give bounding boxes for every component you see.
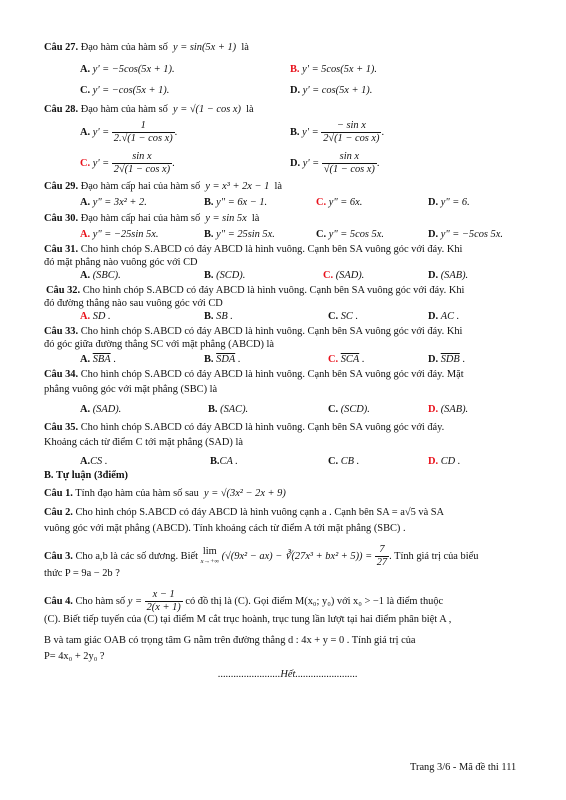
q34-line2: [44, 383, 217, 396]
q28-b-pre: y' =: [302, 126, 319, 138]
q35-line2: [44, 436, 243, 449]
q34-b-text: (SAC).: [220, 404, 249, 415]
q35-text2: Khoảng cách từ điểm C tới mặt phẳng (SAD) là: [44, 437, 243, 448]
essay-4-line1: [44, 589, 443, 614]
t3-label: Câu 3.: [44, 550, 73, 562]
opt-letter: B.: [208, 404, 218, 415]
opt-letter: A.: [80, 311, 91, 322]
opt-letter: B.: [204, 354, 214, 365]
q29-d-text: y" = 6.: [440, 197, 470, 208]
q30-option-a[interactable]: [80, 228, 158, 241]
part-b-heading: B. Tự luận (3điểm): [44, 470, 128, 481]
q29-stem: [44, 180, 282, 193]
q31-c-text: (SAD).: [335, 270, 365, 281]
q28-c-pre: y' =: [92, 157, 110, 169]
q28-a-den: 2.√(1 − cos x): [113, 133, 173, 144]
q28-option-d[interactable]: D. y' = $\frac{\text{sin x}}{\text{√(1 − cos x)}}$ .: [290, 151, 380, 175]
q28-a-pre: y' =: [92, 126, 110, 138]
opt-letter: A.: [80, 404, 91, 415]
q33-text2: đó góc giữa đường thẳng SC với mặt phẳng (ABCD) là: [44, 339, 275, 350]
opt-letter: A.: [80, 197, 91, 208]
opt-letter: C.: [328, 404, 339, 415]
q33-option-a[interactable]: A. $\overline{SBA}$ .: [80, 354, 116, 365]
opt-letter: B.: [204, 197, 214, 208]
q27-tail: là: [241, 42, 249, 53]
opt-letter: A.: [80, 126, 91, 138]
opt-letter: D.: [290, 157, 301, 169]
q35-d-text: CD .: [440, 456, 461, 467]
q31-line1: [44, 243, 462, 256]
opt-letter: A.: [80, 229, 91, 240]
q28-label: Câu 28.: [44, 104, 79, 115]
opt-letter: C.: [328, 311, 339, 322]
q29-text: Đạo hàm cấp hai của hàm số: [80, 181, 201, 192]
q28-d-pre: y' =: [302, 157, 320, 169]
t2-label: Câu 2.: [44, 507, 73, 518]
q35-option-b[interactable]: [210, 455, 238, 468]
q30-option-c[interactable]: [316, 228, 384, 241]
q32-text1: Cho hình chóp S.ABCD có đáy ABCD là hình vuông. Cạnh bên SA vuông góc với đáy. Khi: [82, 285, 465, 296]
q34-d-text: (SAB).: [440, 404, 469, 415]
q31-b-text: (SCD).: [216, 270, 246, 281]
t3-limit: [201, 547, 219, 567]
q28-b-num: − sin x: [321, 120, 381, 133]
opt-letter: C.: [80, 85, 91, 96]
q28-b-den: 2√(1 − cos x): [323, 133, 380, 144]
q28-d-den: √(1 − cos x): [323, 164, 375, 175]
q32-b-text: SB .: [216, 311, 233, 322]
opt-letter: C.: [80, 157, 91, 169]
opt-letter: D.: [428, 456, 439, 467]
t3-expr: (√(9x² − ax) − ∛(27x³ + bx² + 5)) =: [221, 550, 373, 562]
q33-a-text: $\overline{SBA}$: [92, 354, 111, 365]
opt-letter: B.: [204, 229, 214, 240]
essay-2-line1: [44, 506, 444, 519]
t1-label: Câu 1.: [44, 488, 73, 499]
opt-letter: B.: [290, 126, 300, 138]
q31-option-a[interactable]: [80, 269, 121, 282]
q27-option-d[interactable]: [290, 84, 372, 97]
t3-pre: Cho a,b là các số dương. Biết: [75, 550, 198, 562]
q27-c-text: y' = −cos(5x + 1).: [92, 85, 170, 96]
q28-tail: là: [246, 104, 254, 115]
q35-b-text: CA .: [219, 456, 238, 467]
opt-letter: A.: [80, 64, 91, 75]
q35-option-c[interactable]: [328, 455, 359, 468]
t4-den: 2(x + 1): [146, 602, 181, 613]
q30-func: y = sin 5x: [205, 213, 247, 224]
q27-label: Câu 27.: [44, 42, 79, 53]
q28-c-num: sin x: [112, 151, 172, 164]
t4-text2: (C). Biết tiếp tuyến của (C) tại điểm M cắt trục hoành, trục tung lần lượt tại hai điểm phân biệt A ,: [44, 614, 452, 625]
opt-letter: D.: [428, 311, 439, 322]
q31-option-b[interactable]: [204, 269, 245, 282]
q34-text2: phẳng vuông góc với mặt phẳng (SBC) là: [44, 384, 218, 395]
q28-text: Đạo hàm của hàm số: [80, 104, 168, 115]
q34-label: Câu 34.: [44, 369, 79, 380]
opt-letter: C.: [323, 270, 334, 281]
t4-pre: Cho hàm số: [75, 595, 126, 607]
q33-c-text: $\overline{SCA}$: [340, 354, 360, 365]
q35-line1: [44, 421, 444, 434]
q33-option-d[interactable]: D. $\overline{SDB}$ .: [428, 354, 465, 365]
q27-func: y = sin(5x + 1): [173, 42, 237, 53]
q31-label: Câu 31.: [44, 244, 79, 255]
t3-den: 27: [376, 557, 388, 568]
q34-text1: Cho hình chóp S.ABCD có đáy ABCD là hình vuông. Cạnh bên SA vuông góc với đáy. Mặt: [80, 369, 464, 380]
t4-text4: P= 4x₀ + 2y₀ ?: [44, 651, 105, 662]
t3-post: . Tính giá trị của biểu: [389, 550, 479, 562]
q33-d-text: $\overline{SDB}$: [440, 354, 460, 365]
q30-label: Câu 30.: [44, 213, 79, 224]
q34-c-text: (SCD).: [340, 404, 370, 415]
t4-text3: B và tam giác OAB có trọng tâm G nằm trên đường thẳng d : 4x + y = 0 . Tính giá trị của: [44, 635, 416, 646]
opt-letter: A.: [80, 354, 91, 365]
q35-c-text: CB .: [340, 456, 360, 467]
essay-4-line2: [44, 613, 451, 626]
q32-option-d[interactable]: [428, 310, 459, 323]
q32-line1: [46, 284, 464, 297]
essay-2-line2: [44, 522, 406, 535]
q30-option-b[interactable]: [204, 228, 275, 241]
q29-option-d[interactable]: [428, 196, 470, 209]
q34-option-d[interactable]: [428, 403, 468, 416]
q27-b-text: y' = 5cos(5x + 1).: [302, 64, 377, 75]
q35-option-a[interactable]: [80, 455, 107, 468]
q34-line1: [44, 368, 464, 381]
essay-3-line1: [44, 544, 478, 569]
t3-limsub: x→+∞: [200, 557, 220, 565]
q34-a-text: (SAD).: [92, 404, 122, 415]
q27-text: Đạo hàm của hàm số: [80, 42, 168, 53]
q34-option-c[interactable]: [328, 403, 370, 416]
essay-3-line2: [44, 567, 120, 580]
opt-letter: C.: [328, 456, 339, 467]
q35-option-d[interactable]: [428, 455, 460, 468]
opt-letter: B.: [210, 456, 220, 467]
q29-tail: là: [274, 181, 283, 192]
opt-letter: C.: [316, 229, 327, 240]
q29-label: Câu 29.: [44, 181, 79, 192]
q34-option-a[interactable]: [80, 403, 121, 416]
opt-letter: A.: [80, 456, 91, 467]
q28-a-num: 1: [112, 120, 175, 133]
end-marker: ........................Hết........................: [218, 669, 358, 680]
t3-num: 7: [375, 544, 389, 557]
t2-text2: vuông góc với mặt phẳng (ABCD). Tính khoảng cách từ điểm A tới mặt phẳng (SBC) .: [44, 523, 406, 534]
q30-b-text: y" = 25sin 5x.: [216, 229, 275, 240]
q31-a-text: (SBC).: [92, 270, 121, 281]
q32-label: Câu 32.: [46, 285, 81, 296]
q30-option-d[interactable]: [428, 228, 503, 241]
q28-option-c[interactable]: C. y' = $\frac{\text{sin x}}{\text{2√(1 − cos x)}}$ .: [80, 151, 175, 175]
q27-stem: [44, 41, 249, 54]
q28-option-a[interactable]: A. y' = $\frac{1}{\text{2.√(1 − cos x)}}$ .: [80, 120, 178, 144]
page-footer: Trang 3/6 - Mã đề thi 111: [410, 762, 517, 773]
t4-num: x − 1: [145, 589, 183, 602]
opt-letter: A.: [80, 270, 91, 281]
q33-line1: [44, 325, 462, 338]
essay-1: [44, 487, 286, 500]
q33-option-c[interactable]: C. $\overline{SCA}$ .: [328, 354, 365, 365]
q33-label: Câu 33.: [44, 326, 79, 337]
q31-d-text: (SAB).: [440, 270, 469, 281]
q28-d-num: sin x: [322, 151, 377, 164]
q33-line2: [44, 338, 274, 351]
opt-letter: D.: [428, 354, 439, 365]
q28-stem: [44, 103, 254, 116]
opt-letter: C.: [328, 354, 339, 365]
q30-c-text: y" = 5cos 5x.: [328, 229, 384, 240]
essay-4-line4: [44, 650, 105, 663]
opt-letter: D.: [428, 270, 439, 281]
q30-tail: là: [251, 213, 260, 224]
q32-line2: [44, 297, 223, 310]
q31-line2: [44, 256, 198, 269]
q33-text1: Cho hình chóp S.ABCD có đáy ABCD là hình vuông. Cạnh bên SA vuông góc với đáy. Khi: [80, 326, 463, 337]
t1-text: Tính đạo hàm của hàm số sau: [75, 488, 199, 499]
q30-text: Đạo hàm cấp hai của hàm số: [80, 213, 201, 224]
q33-b-text: $\overline{SDA}$: [216, 354, 236, 365]
q27-option-a[interactable]: [80, 63, 175, 76]
q35-text1: Cho hình chóp S.ABCD có đáy ABCD là hình vuông. Cạnh bên SA vuông góc với đáy.: [80, 422, 445, 433]
opt-letter: D.: [428, 404, 439, 415]
q29-func: y = x³ + 2x − 1: [205, 181, 270, 192]
t3-lim: lim: [202, 545, 217, 557]
q32-option-b[interactable]: [204, 310, 233, 323]
t4-post: có đồ thị là (C). Gọi điểm M(x₀; y₀) với x₀ > −1 là điểm thuộc: [185, 595, 444, 607]
q28-func: y = √(1 − cos x): [173, 104, 241, 115]
q30-d-text: y" = −5cos 5x.: [440, 229, 503, 240]
q28-c-den: 2√(1 − cos x): [113, 164, 171, 175]
t2-text1: Cho hình chóp S.ABCD có đáy ABCD là hình vuông cạnh a . Cạnh bên SA = a√5 và SA: [75, 507, 445, 518]
opt-letter: C.: [316, 197, 327, 208]
q35-label: Câu 35.: [44, 422, 79, 433]
q30-stem: [44, 212, 259, 225]
q31-text1: Cho hình chóp S.ABCD có đáy ABCD là hình vuông. Cạnh bên SA vuông góc với đáy. Khi: [80, 244, 463, 255]
q32-a-text: SD .: [92, 311, 111, 322]
t4-label: Câu 4.: [44, 595, 73, 607]
q31-option-c[interactable]: [323, 269, 364, 282]
opt-letter: D.: [428, 197, 439, 208]
q31-option-d[interactable]: [428, 269, 468, 282]
q29-option-a[interactable]: [80, 196, 147, 209]
q34-option-b[interactable]: [208, 403, 248, 416]
t1-func: y = √(3x² − 2x + 9): [204, 488, 286, 499]
t3-text2: thức P = 9a − 2b ?: [44, 568, 120, 579]
opt-letter: B.: [204, 311, 214, 322]
q27-d-text: y' = cos(5x + 1).: [302, 85, 373, 96]
q31-text2: đó mặt phẳng nào vuông góc với CD: [44, 257, 198, 268]
q32-text2: đó đường thẳng nào sau vuông góc với CD: [44, 298, 223, 309]
q29-option-b[interactable]: [204, 196, 267, 209]
opt-letter: B.: [290, 64, 300, 75]
opt-letter: D.: [428, 229, 439, 240]
q27-option-b[interactable]: [290, 63, 377, 76]
q28-option-b[interactable]: B. y' = $\frac{\text{− sin x}}{\text{2√(1 − cos x)}}$ .: [290, 120, 385, 144]
q32-option-a[interactable]: [80, 310, 111, 323]
q27-a-text: y' = −5cos(5x + 1).: [92, 64, 175, 75]
q29-a-text: y" = 3x² + 2.: [92, 197, 147, 208]
q29-option-c[interactable]: [316, 196, 362, 209]
q32-option-c[interactable]: [328, 310, 358, 323]
q29-c-text: y" = 6x.: [328, 197, 363, 208]
q33-option-b[interactable]: B. $\overline{SDA}$ .: [204, 354, 241, 365]
t4-y: y =: [127, 595, 142, 607]
q29-b-text: y" = 6x − 1.: [216, 197, 268, 208]
q32-c-text: SC .: [340, 311, 359, 322]
q35-a-text: CS .: [90, 456, 108, 467]
q27-option-c[interactable]: [80, 84, 169, 97]
opt-letter: D.: [290, 85, 301, 96]
q32-d-text: AC .: [440, 311, 460, 322]
opt-letter: B.: [204, 270, 214, 281]
q30-a-text: y" = −25sin 5x.: [92, 229, 159, 240]
essay-4-line3: [44, 634, 416, 647]
